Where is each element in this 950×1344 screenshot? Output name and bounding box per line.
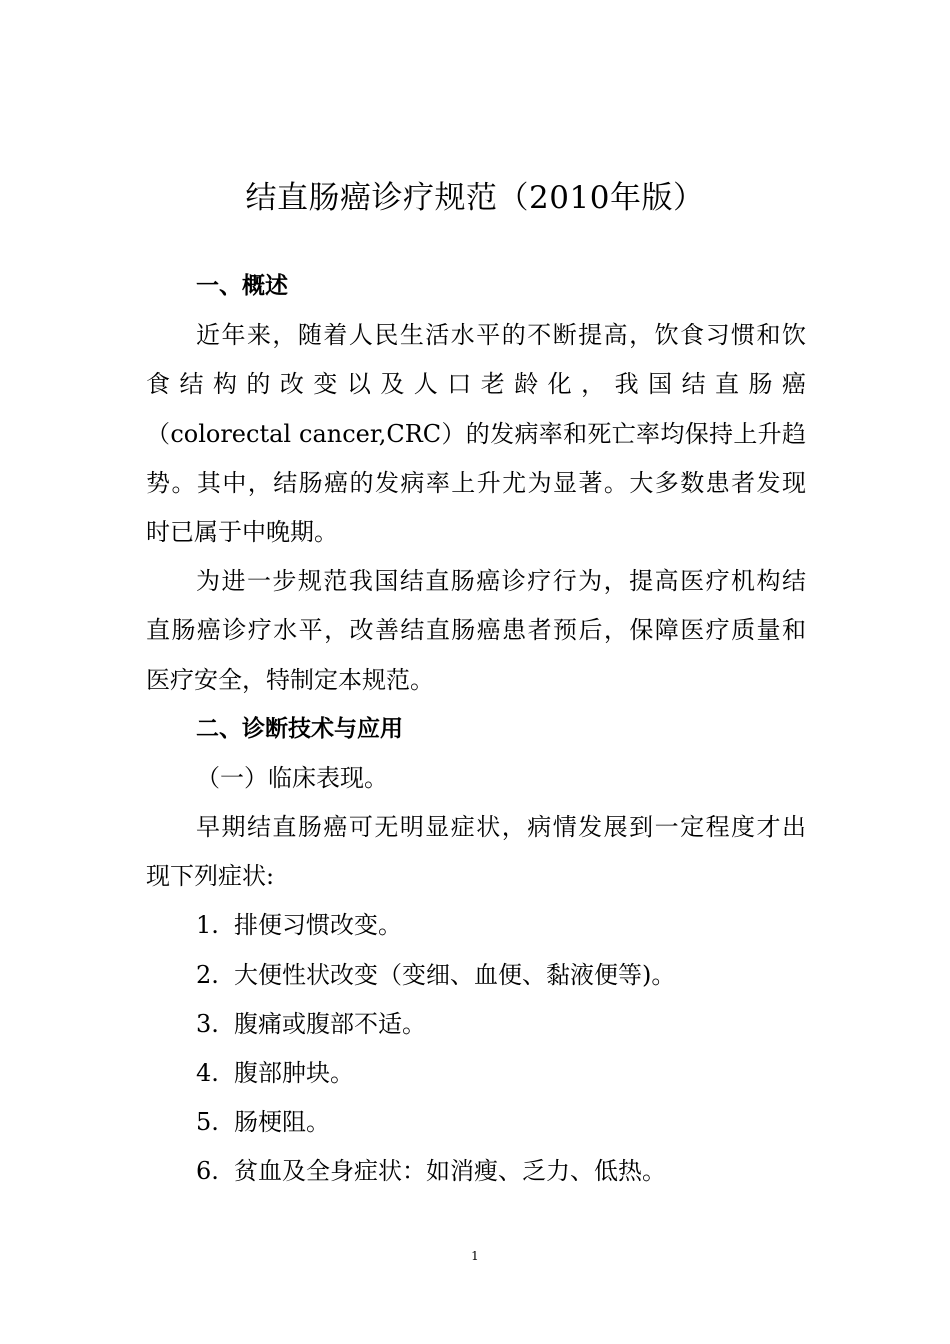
list-item-text: 肠梗阻。	[234, 1108, 330, 1137]
section-heading-overview: 一、概述	[196, 273, 288, 299]
paragraph-overview-1	[146, 311, 806, 557]
list-item-number: 2.	[196, 960, 219, 989]
paragraph-line: 医疗安全，特制定本规范。	[146, 665, 434, 694]
paragraph-line: 时已属于中晚期。	[146, 517, 338, 546]
list-item-number: 6.	[196, 1157, 219, 1186]
subsection-heading-clinical: （一）临床表现。	[196, 763, 388, 792]
paragraph-line: 势。其中，结肠癌的发病率上升尤为显著。大多数患者发现	[146, 468, 806, 497]
list-item-text: 排便习惯改变。	[234, 911, 402, 940]
document-title: 结直肠癌诊疗规范（2010年版）	[245, 180, 705, 216]
list-item	[146, 951, 806, 1000]
paragraph-line: 直肠癌诊疗水平，改善结直肠癌患者预后，保障医疗质量和	[146, 616, 806, 645]
list-item-text: 大便性状改变（变细、血便、黏液便等)。	[234, 960, 676, 989]
list-item-number: 1.	[196, 911, 219, 940]
list-item	[146, 1049, 806, 1098]
list-item-text: 贫血及全身症状：如消瘦、乏力、低热。	[234, 1157, 666, 1186]
list-item-number: 5.	[196, 1108, 219, 1137]
paragraph-overview-2	[146, 557, 806, 705]
list-item	[146, 901, 806, 950]
paragraph-line: 现下列症状:	[146, 862, 275, 891]
document-body	[146, 262, 806, 1197]
list-item-text: 腹痛或腹部不适。	[234, 1009, 426, 1038]
list-item-text: 腹部肿块。	[234, 1059, 354, 1087]
paragraph-line: （colorectal cancer,CRC）的发病率和死亡率均保持上升趋	[146, 419, 806, 448]
list-item-number: 4.	[196, 1059, 219, 1087]
section-heading-diagnosis: 二、诊断技术与应用	[196, 715, 403, 742]
page-number: 1	[471, 1249, 479, 1263]
list-item-number: 3.	[196, 1009, 219, 1038]
paragraph-clinical-intro	[146, 803, 806, 901]
paragraph-line: 近年来，随着人民生活水平的不断提高，饮食习惯和饮	[196, 321, 806, 350]
list-item	[146, 1147, 806, 1196]
paragraph-line: 早期结直肠癌可无明显症状，病情发展到一定程度才出	[196, 813, 806, 842]
symptom-list	[146, 901, 806, 1196]
paragraph-line: 食结构的改变以及人口老龄化，我国结直肠癌	[146, 370, 806, 399]
paragraph-line: 为进一步规范我国结直肠癌诊疗行为，提高医疗机构结	[196, 567, 806, 596]
list-item	[146, 1000, 806, 1049]
list-item	[146, 1098, 806, 1147]
